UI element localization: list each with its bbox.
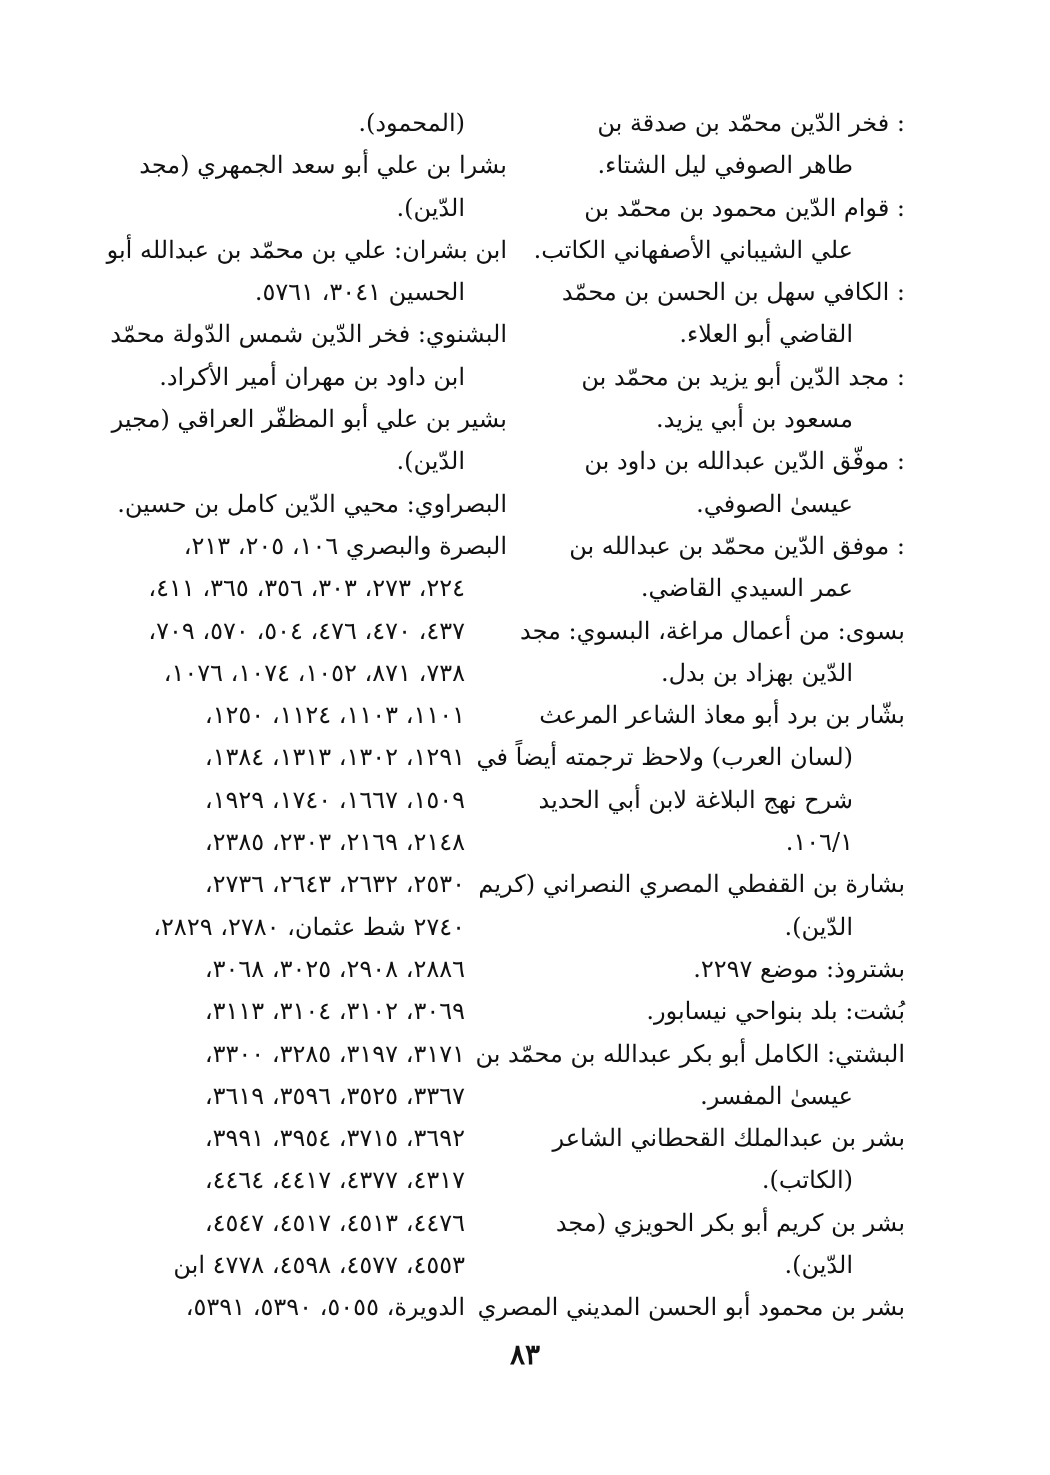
text-line: بشتروذ: موضع ٢٢٩٧. <box>693 954 905 983</box>
text-line: القاضي أبو العلاء. <box>679 320 853 349</box>
text-line: ١٠٦/١. <box>785 828 853 857</box>
text-line: ابن داود بن مهران أمير الأكراد. <box>159 362 465 391</box>
text-line: : موفّق الدّين عبدالله بن داود بن <box>584 447 905 476</box>
text-line: بُشت: بلد بنواحي نيسابور. <box>646 997 905 1026</box>
text-line: : مجد الدّين أبو يزيد بن محمّد بن <box>581 362 905 391</box>
text-line: بسوى: من أعمال مراغة، البسوي: مجد <box>519 616 905 645</box>
text-line: بشر بن محمود أبو الحسن المديني المصري <box>477 1293 905 1322</box>
text-line: ١٥٠٩، ١٦٦٧، ١٧٤٠، ١٩٢٩، <box>204 785 465 814</box>
text-line: ٢٢٤، ٢٧٣، ٣٠٣، ٣٥٦، ٣٦٥، ٤١١، <box>148 574 465 603</box>
text-line: بشارة بن القفطي المصري النصراني (كريم <box>478 870 905 899</box>
text-line: بشير بن علي أبو المظفّر العراقي (مجير <box>111 405 507 434</box>
text-line: ١١٠١، ١١٠٣، ١١٢٤، ١٢٥٠، <box>204 701 465 730</box>
text-line: : فخر الدّين محمّد بن صدقة بن <box>597 109 905 137</box>
text-line: علي الشيباني الأصفهاني الكاتب. <box>533 235 853 264</box>
text-line: : قوام الدّين محمود بن محمّد بن <box>584 193 905 222</box>
text-line: مسعود بن أبي يزيد. <box>656 405 853 434</box>
text-line: ٣٠٦٩، ٣١٠٢، ٣١٠٤، ٣١١٣، <box>204 997 465 1026</box>
text-line: ٣٣٦٧، ٣٥٢٥، ٣٥٩٦، ٣٦١٩، <box>204 1081 465 1110</box>
text-line: ٤٥٥٣، ٤٥٧٧، ٤٥٩٨، ٤٧٧٨ ابن <box>173 1251 465 1280</box>
text-line: الدّين). <box>784 912 853 941</box>
text-line: ٢٧٤٠ شط عثمان، ٢٧٨٠، ٢٨٢٩، <box>153 912 465 941</box>
text-line: الحسين ٣٠٤١، ٥٧٦١. <box>254 278 465 307</box>
text-line: ٣١٧١، ٣١٩٧، ٣٢٨٥، ٣٣٠٠، <box>204 1039 465 1068</box>
page-number: ٨٣ <box>509 1338 541 1371</box>
text-line: ابن بشران: علي بن محمّد بن عبدالله أبو <box>106 235 507 264</box>
text-line: بشر بن كريم أبو بكر الحويزي (مجد <box>555 1208 905 1237</box>
text-line: ٢٥٣٠، ٢٦٣٢، ٢٦٤٣، ٢٧٣٦، <box>204 870 465 899</box>
right-column <box>475 102 905 1329</box>
text-line: عيسىٰ المفسر. <box>700 1081 853 1110</box>
text-line: الدّين بهزاد بن بدل. <box>660 658 853 687</box>
text-line: الدّين). <box>396 193 465 222</box>
text-line: (الكاتب). <box>761 1166 853 1195</box>
text-line: ٤٣١٧، ٤٣٧٧، ٤٤١٧، ٤٤٦٤، <box>204 1166 465 1195</box>
text-line: ٧٣٨، ٨٧١، ١٠٥٢، ١٠٧٤، ١٠٧٦، <box>163 658 465 687</box>
text-line: عيسىٰ الصوفي. <box>696 489 853 518</box>
text-line: (لسان العرب) ولاحظ ترجمته أيضاً في <box>476 743 853 772</box>
text-line: البشتي: الكامل أبو بكر عبدالله بن محمّد بن <box>475 1039 905 1068</box>
text-line: عمر السيدي القاضي. <box>640 574 853 603</box>
text-line: الدّين). <box>396 447 465 476</box>
text-line: بشر بن عبدالملك القحطاني الشاعر <box>552 1124 905 1153</box>
text-line: ٣٦٩٢، ٣٧١٥، ٣٩٥٤، ٣٩٩١، <box>204 1124 465 1153</box>
text-line: البصرة والبصري ١٠٦، ٢٠٥، ٢١٣، <box>183 531 507 560</box>
text-line: الدّين). <box>784 1251 853 1280</box>
text-line: بشّار بن برد أبو معاذ الشاعر المرعث <box>539 701 905 730</box>
text-line: الدويرة، ٥٠٥٥، ٥٣٩٠، ٥٣٩١، <box>185 1293 465 1322</box>
text-line: البشنوي: فخر الدّين شمس الدّولة محمّد <box>110 320 507 349</box>
text-line: بشرا بن علي أبو سعد الجمهري (مجد <box>139 151 507 180</box>
text-line: (المحمود). <box>358 109 465 137</box>
text-line: شرح نهج البلاغة لابن أبي الحديد <box>538 785 853 814</box>
text-line: البصراوي: محيي الدّين كامل بن حسين. <box>117 489 507 518</box>
text-line: ٢٨٨٦، ٢٩٠٨، ٣٠٢٥، ٣٠٦٨، <box>204 954 465 983</box>
text-line: : موفق الدّين محمّد بن عبدالله بن <box>569 531 905 560</box>
text-line: ١٢٩١، ١٣٠٢، ١٣١٣، ١٣٨٤، <box>204 743 465 772</box>
left-column <box>106 102 507 1329</box>
text-line: طاهر الصوفي ليل الشتاء. <box>597 151 853 180</box>
text-line: ٤٤٧٦، ٤٥١٣، ٤٥١٧، ٤٥٤٧، <box>204 1208 465 1237</box>
text-line: ٢١٤٨، ٢١٦٩، ٢٣٠٣، ٢٣٨٥، <box>204 828 465 857</box>
text-line: ٤٣٧، ٤٧٠، ٤٧٦، ٥٠٤، ٥٧٠، ٧٠٩، <box>148 616 465 645</box>
text-line: : الكافي سهل بن الحسن بن محمّد <box>561 278 905 307</box>
